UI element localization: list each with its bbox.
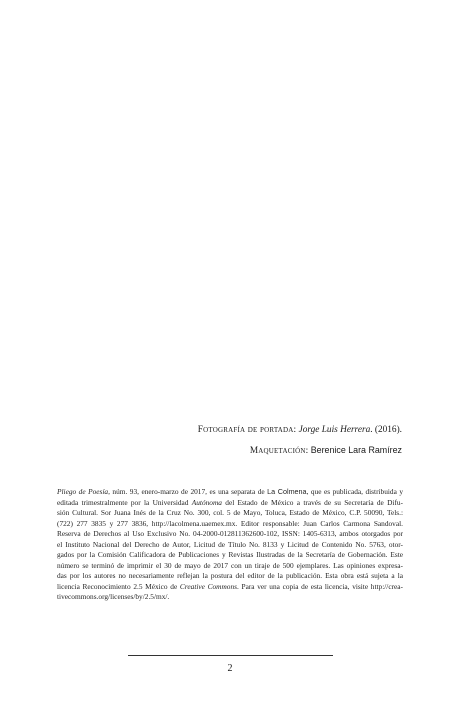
license-name: Creative Commons bbox=[179, 581, 237, 591]
colophon-line: (722) 277 3835 y 277 3836, http://lacolmena.uaemex.mx. Editor responsable: Juan Carlos Carmona Sandoval. bbox=[57, 518, 403, 528]
colophon-line: el Instituto Nacional del Derecho de Autor, Licitud de Título No. 8133 y Licitud de Contenido No. 5763, otor- bbox=[57, 539, 403, 549]
colophon-text: , que es publicada, distribuida y bbox=[306, 487, 403, 496]
colophon-line bbox=[57, 487, 403, 498]
cover-photo-year: . (2016). bbox=[370, 425, 402, 435]
colophon-text: licencia Reconocimiento 2.5 México de bbox=[57, 581, 180, 591]
publication-title: Pliego de Poesía bbox=[57, 487, 109, 496]
layout-label: Maquetación: bbox=[249, 446, 309, 456]
colophon-text: . Para ver una copia de esta licencia, visite http://crea- bbox=[236, 581, 403, 591]
colophon-line: sión Cultural. Sor Juana Inés de la Cruz No. 300, col. 5 de Mayo, Toluca, Estado de México, C.P. 50090, Tels.: bbox=[57, 508, 403, 518]
colophon-line: das por los autores no necesariamente reflejan la postura del editor de la publicación. Esta obra está sujeta a la bbox=[57, 571, 403, 581]
page-number: 2 bbox=[227, 663, 233, 674]
cover-photo-label: Fotografía de portada: bbox=[197, 425, 297, 435]
colophon-text: editada trimestralmente por la Universidad bbox=[57, 497, 192, 507]
credits-block bbox=[198, 420, 402, 461]
colophon-line bbox=[57, 582, 403, 593]
footer-rule bbox=[128, 655, 333, 656]
colophon-line: número se terminó de imprimir el 30 de mayo de 2017 con un tiraje de 500 ejemplares. Las opiniones expresa- bbox=[57, 560, 403, 570]
layout-credit bbox=[198, 440, 402, 461]
colophon-line: gados por la Comisión Calificadora de Publicaciones y Revistas Ilustradas de la Secretaría de Gobernación. Este bbox=[57, 550, 403, 560]
journal-name: La Colmena bbox=[267, 487, 307, 496]
colophon-line: Reserva de Derechos al Uso Exclusivo No. 04-2000-012811362600-102, ISSN: 1405-6313, ambos otorgados por bbox=[57, 529, 403, 539]
layout-author: Berenice Lara Ramírez bbox=[310, 445, 402, 455]
colophon-line bbox=[57, 498, 403, 509]
colophon-italic: Autónoma bbox=[191, 497, 222, 507]
colophon bbox=[57, 487, 403, 603]
cover-photo-credit bbox=[198, 420, 402, 440]
colophon-text: , núm. 93, enero-marzo de 2017, es una separata de bbox=[108, 487, 268, 496]
colophon-line: tivecommons.org/licenses/by/2.5/mx/. bbox=[57, 592, 170, 602]
colophon-text: del Estado de México a través de su Secretaría de Difu- bbox=[221, 497, 403, 507]
cover-photo-author: Jorge Luis Herrera bbox=[298, 425, 371, 435]
